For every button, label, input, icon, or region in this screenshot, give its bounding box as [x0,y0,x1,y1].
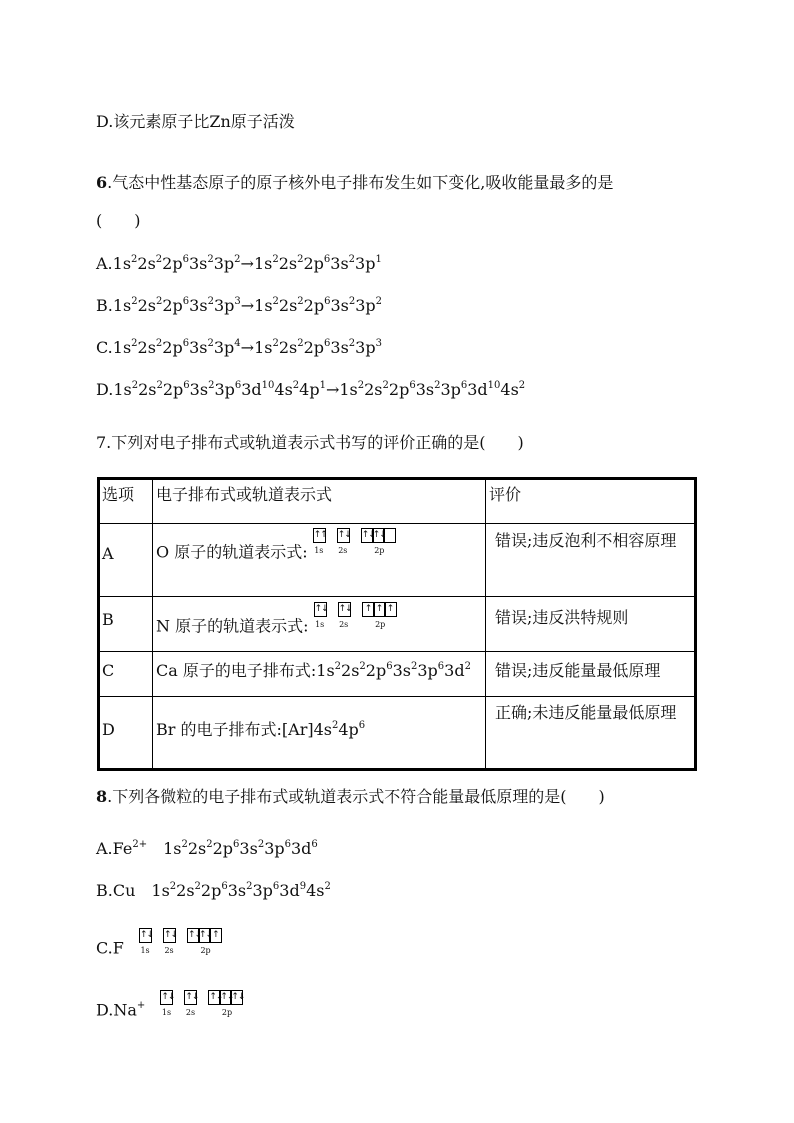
evaluation-table [97,477,697,771]
orbital-label: 1s [140,946,150,955]
q6-option-d: $D.1s^22s^22p^63s^23p^63d^{10}4s^24p^1\to 1s^22s^22p^63s^23p^63d^{10}4s^2$ [96,379,526,399]
table-row-a-option: A [102,544,114,563]
orbital-box: ↑ [362,602,375,617]
orbital-box: ↑↓ [314,602,327,617]
orbital-box: ↑↓ [230,990,243,1005]
orbital-box: ↑ [373,602,386,617]
orbital-box: ↑↓ [337,528,350,543]
q6-option-a: $A.1s^22s^22p^63s^23p^2\to 1s^22s^22p^63s^23p^1$ [96,253,382,273]
table-row-c-content: Ca 原子的电子排布式$:1s^22s^22p^63s^23p^63d^2$ [156,660,471,680]
config-ca: $1s^22s^22p^63s^23p^63d^2$ [316,660,471,680]
orbital-box: ↑↑ [313,528,326,543]
orbital-label: 2s [338,546,348,555]
orbital-box [383,528,396,543]
table-row-a-content: O 原子的轨道表示式: ↑↑ 1s ↑↓ 2s ↑↓ ↑↓ 2p [156,536,400,570]
q6-stem [96,173,613,193]
table-row-c-eval: 错误;违反能量最低原理 [495,661,661,680]
q6-stem-text: .气态中性基态原子的原子核外电子排布发生如下变化,吸收能量最多的是 [107,173,614,192]
config-br: $[Ar]4s^24p^6$ [281,719,366,739]
q6-number: 6 [96,173,108,192]
orbital-diagram-n [314,602,401,636]
table-row-b-content: N 原子的轨道表示式: ↑↓ 1s ↑↓ 2s ↑ ↑ ↑ 2p [156,610,401,644]
orbital-label: 1s [315,620,325,629]
orbital-box: ↑↓ [219,990,232,1005]
orbital-label: 1s [161,1008,172,1017]
orbital-box: ↑↓ [184,990,197,1005]
q8-option-d: D.Na+ ↑↓ 1s ↑↓ 2s ↑↓ ↑↓ ↑↓ 2p [96,994,247,1028]
orbital-label: 2p [221,1008,233,1017]
orbital-box: ↑↓ [163,928,176,943]
orbital-label: 2p [200,946,211,955]
orbital-label: 1s [314,546,324,555]
q8-option-b: B.Cu $1s^22s^22p^63s^23p^63d^94s^2$ [96,880,331,900]
table-row-c-option: C [102,661,115,680]
q5-option-d: D.该元素原子比Zn原子活泼 [96,112,295,131]
orbital-diagram-o [313,528,400,562]
q8-option-c: C.F ↑↓ 1s ↑↓ 2s ↑↓ ↑↓ ↑ 2p [96,932,226,966]
orbital-label: 2p [375,620,386,629]
orbital-box: ↑↓ [208,990,221,1005]
table-row-b-option: B [102,610,114,629]
q6-option-c: $C.1s^22s^22p^63s^23p^4\to 1s^22s^22p^63s^23p^3$ [96,337,382,357]
q6-paren: ( ) [96,211,141,230]
table-row-a-eval: 错误;违反泡利不相容原理 [495,531,677,550]
orbital-box: ↑↓ [160,990,173,1005]
orbital-box: ↑ [384,602,397,617]
q8-stem-text: .下列各微粒的电子排布式或轨道表示式不符合能量最低原理的是( ) [107,787,605,806]
orbital-box: ↑↓ [372,528,385,543]
table-row-d-option: D [102,720,115,739]
q8-number: 8 [96,787,108,806]
orbital-box: ↑↓ [139,928,152,943]
table-header-option: 选项 [102,485,135,504]
table-row-d-content: Br 的电子排布式$:[Ar]4s^24p^6$ [156,719,366,739]
q7-stem: 7.下列对电子排布式或轨道表示式书写的评价正确的是( ) [96,433,524,452]
table-row-b-eval: 错误;违反洪特规则 [495,608,629,627]
table-row-d-eval: 正确;未违反能量最低原理 [495,703,677,722]
table-header-content: 电子排布式或轨道表示式 [156,485,333,504]
orbital-diagram-na [160,990,247,1024]
orbital-label: 2s [185,1008,196,1017]
orbital-label: 2s [164,946,174,955]
orbital-label: 2s [339,620,349,629]
orbital-box: ↑ [209,928,222,943]
orbital-diagram-f [139,928,226,962]
q6-option-b: $B.1s^22s^22p^63s^23p^3\to 1s^22s^22p^63s^23p^2$ [96,295,383,315]
orbital-box: ↑↓ [198,928,211,943]
table-header-eval: 评价 [489,485,522,504]
orbital-box: ↑↓ [361,528,374,543]
orbital-box: ↑↓ [338,602,351,617]
orbital-box: ↑↓ [187,928,200,943]
orbital-label: 2p [374,546,385,555]
q8-stem [96,787,605,807]
q8-option-a: $A.Fe^{2+}$ $1s^22s^22p^63s^23p^63d^6$ [96,838,318,858]
